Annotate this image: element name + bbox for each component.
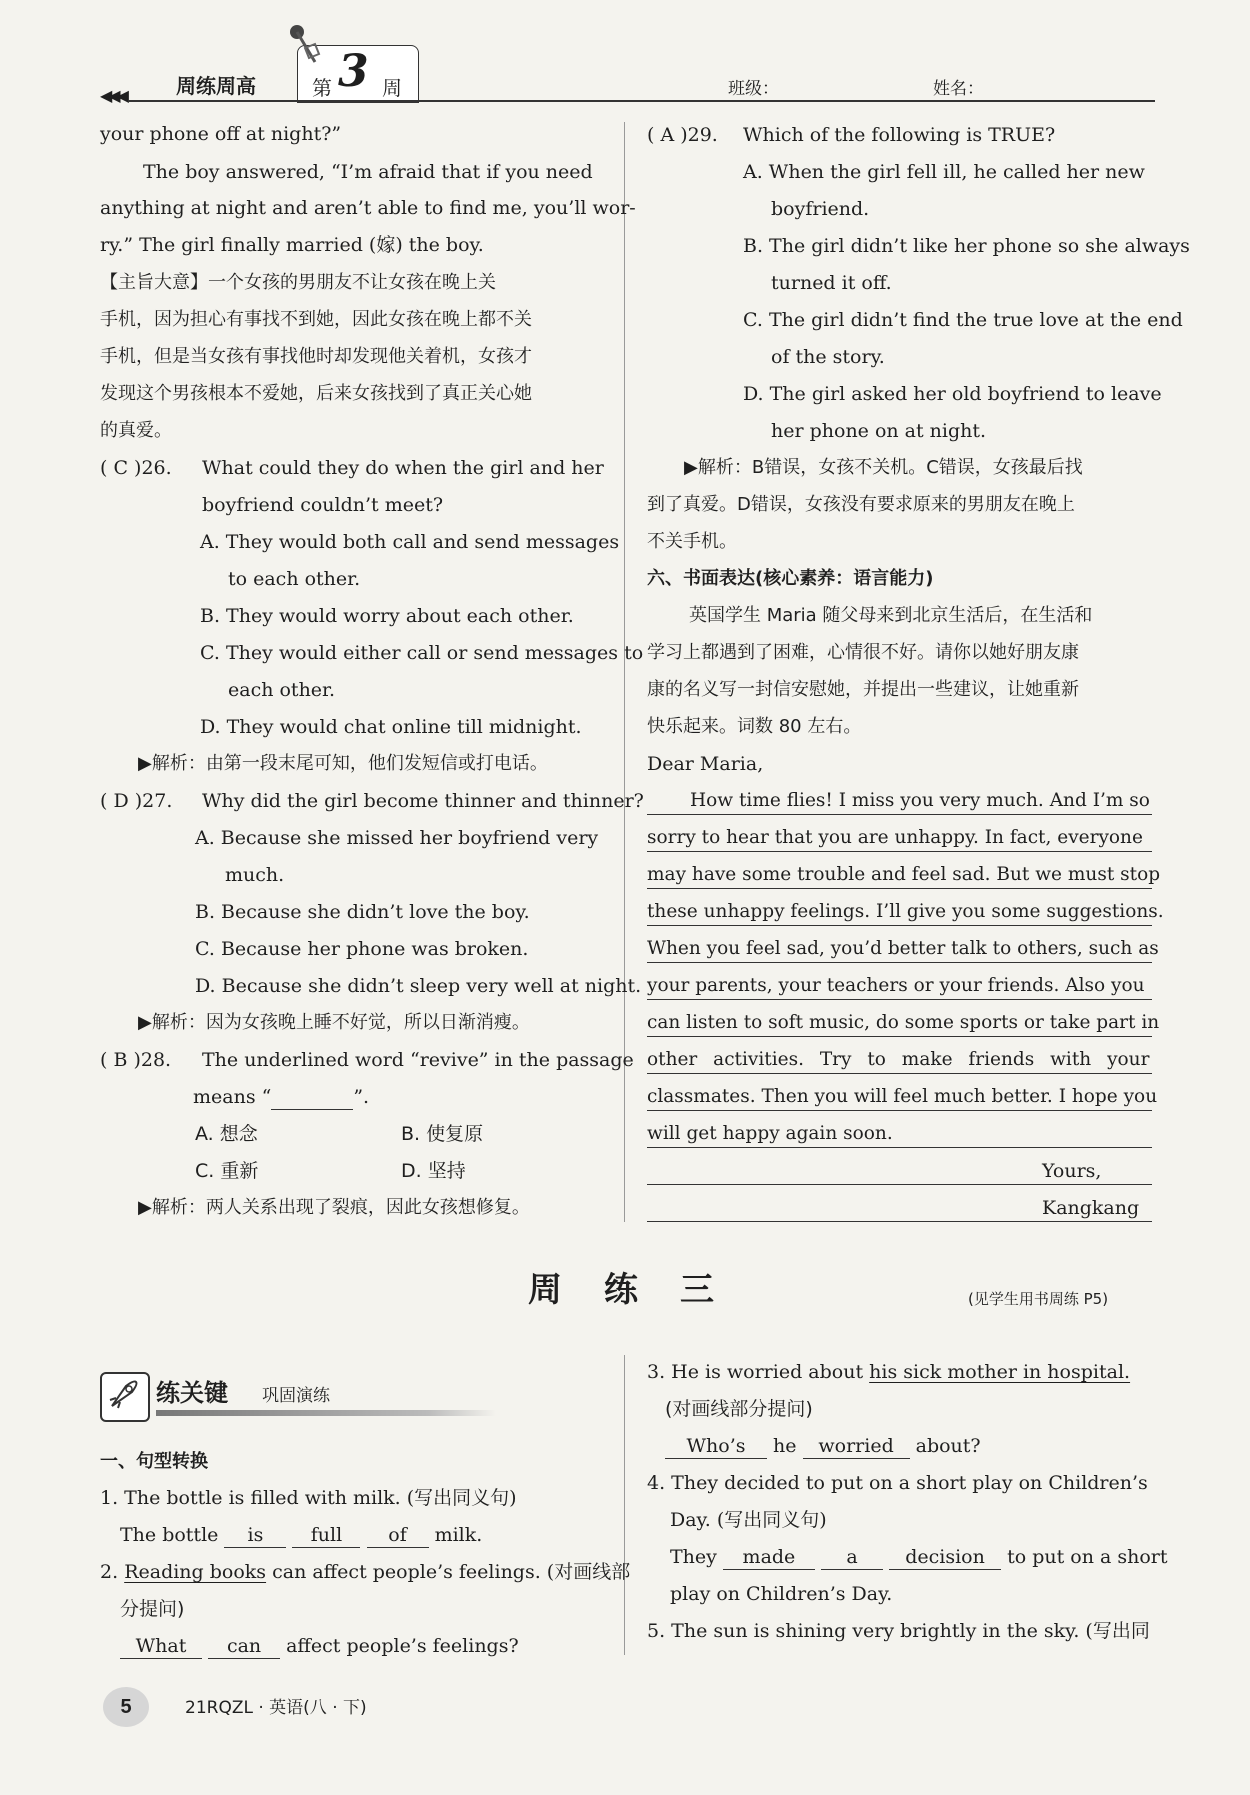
summary-line: 发现这个男孩根本不爱她，后来女孩找到了真正关心她 <box>100 383 532 404</box>
letter-rule <box>647 1110 1152 1111</box>
s4-question-cont: Day. (写出同义句) <box>670 1509 827 1531</box>
letter-line: classmates. Then you will feel much better. I hope you <box>647 1086 1158 1107</box>
class-label: 班级： <box>728 79 779 99</box>
q28-option-c: C. 重新 <box>195 1160 259 1182</box>
s1-blank: of <box>367 1523 429 1548</box>
letter-rule <box>647 962 1152 963</box>
banner-underline <box>156 1410 496 1416</box>
letter-rule <box>647 1073 1152 1074</box>
letter-line: sorry to hear that you are unhappy. In fact, everyone <box>647 827 1143 848</box>
s3-blank: worried <box>803 1434 910 1459</box>
q29-option-a: A. When the girl fell ill, he called her new <box>743 161 1145 183</box>
s1-blank: is <box>224 1523 286 1548</box>
q26-analysis: ▶解析：由第一段末尾可知，他们发短信或打电话。 <box>138 753 548 774</box>
column-divider <box>624 1355 625 1655</box>
letter-rule <box>647 1184 1152 1185</box>
s3-answer-line <box>665 1434 981 1459</box>
footer-code: 21RQZL · 英语(八 · 下) <box>185 1698 367 1718</box>
s2-blank: What <box>120 1634 202 1659</box>
rocket-icon <box>100 1372 150 1422</box>
summary-line: 的真爱。 <box>100 420 172 441</box>
banner-subtitle: 巩固演练 <box>262 1386 330 1406</box>
passage-line: anything at night and aren’t able to find me, you’ll wor- <box>100 197 636 219</box>
q28-stem-blank-line <box>193 1085 369 1110</box>
letter-rule <box>647 999 1152 1000</box>
letter-rule <box>647 1221 1152 1222</box>
q26-stem: What could they do when the girl and her <box>202 457 604 479</box>
header-bar <box>100 46 1155 105</box>
s4-post: to put on a short <box>1007 1546 1168 1568</box>
letter-line: may have some trouble and feel sad. But we must stop <box>647 864 1161 885</box>
week-suffix: 周 <box>382 76 402 100</box>
s3-mid: he <box>773 1435 797 1457</box>
page-number: 5 <box>120 1696 132 1718</box>
s1-pre: The bottle <box>120 1524 219 1546</box>
header-label: 周练周高 <box>176 74 256 98</box>
s3-question <box>647 1360 1130 1384</box>
letter-line: these unhappy feelings. I’ll give you some suggestions. <box>647 901 1164 922</box>
s4-answer-line <box>670 1545 1168 1570</box>
section-title: 周 练 三 <box>528 1270 718 1310</box>
letter-line: How time flies! I miss you very much. And I’m so <box>690 790 1150 811</box>
q27-option-b: B. Because she didn’t love the boy. <box>195 901 530 923</box>
q28-answer: ( B )28. <box>100 1049 172 1071</box>
writing-prompt: 英国学生 Maria 随父母来到北京生活后，在生活和 <box>689 605 1093 626</box>
s2-underlined: Reading books <box>124 1561 267 1583</box>
q27-option-a: much. <box>225 864 285 886</box>
s4-blank: made <box>723 1545 815 1570</box>
q28-option-d: D. 坚持 <box>401 1160 466 1182</box>
q26-answer: ( C )26. <box>100 457 172 479</box>
q29-analysis: 到了真爱。D错误，女孩没有要求原来的男朋友在晚上 <box>647 494 1075 515</box>
q28-option-b: B. 使复原 <box>401 1123 484 1145</box>
q29-stem: Which of the following is TRUE? <box>743 124 1056 146</box>
q28-blank <box>271 1085 353 1110</box>
s2-post: affect people’s feelings? <box>286 1635 519 1657</box>
q29-option-c: C. The girl didn’t find the true love at the end <box>743 309 1183 331</box>
letter-line: When you feel sad, you’d better talk to others, such as <box>647 938 1159 959</box>
s1-post: milk. <box>434 1524 483 1546</box>
s4-blank: decision <box>889 1545 1001 1570</box>
part1-heading: 一、句型转换 <box>100 1451 208 1472</box>
q26-option-c: each other. <box>228 679 336 701</box>
passage-line: ry.” The girl finally married (嫁) the boy. <box>100 234 484 256</box>
s2-question <box>100 1560 630 1584</box>
letter-closing: Yours, <box>1042 1160 1102 1182</box>
s2-question-cont: 分提问) <box>120 1598 185 1620</box>
q29-answer: ( A )29. <box>647 124 718 146</box>
s3-question-cont: (对画线部分提问) <box>665 1398 813 1420</box>
q29-analysis: ▶解析：B错误，女孩不关机。C错误，女孩最后找 <box>684 457 1083 478</box>
q29-option-b: B. The girl didn’t like her phone so she always <box>743 235 1190 257</box>
section-ref: (见学生用书周练 P5) <box>968 1290 1109 1308</box>
s3-pre: 3. He is worried about <box>647 1361 864 1383</box>
intro-tail: your phone off at night?” <box>100 123 342 145</box>
q28-stem-pre: means “ <box>193 1086 272 1108</box>
letter-signature: Kangkang <box>1042 1197 1140 1219</box>
q28-stem: The underlined word “revive” in the passage <box>202 1049 634 1071</box>
q29-option-d: D. The girl asked her old boyfriend to leave <box>743 383 1162 405</box>
header-arrows-icon: ◀◀◀ <box>100 86 125 105</box>
q29-analysis: 不关手机。 <box>647 531 737 552</box>
rocket-svg <box>102 1374 144 1416</box>
q26-option-c: C. They would either call or send messages to <box>200 642 644 664</box>
summary-line: 手机，因为担心有事找不到她，因此女孩在晚上都不关 <box>100 309 532 330</box>
q27-answer: ( D )27. <box>100 790 173 812</box>
q29-option-a: boyfriend. <box>771 198 870 220</box>
s5-question: 5. The sun is shining very brightly in the sky. (写出同 <box>647 1620 1150 1642</box>
s4-question: 4. They decided to put on a short play on Children’s <box>647 1472 1148 1494</box>
q29-option-d: her phone on at night. <box>771 420 987 442</box>
letter-rule <box>647 851 1152 852</box>
q28-analysis: ▶解析：两人关系出现了裂痕，因此女孩想修复。 <box>138 1197 530 1218</box>
page-number-badge <box>103 1687 149 1727</box>
q27-option-c: C. Because her phone was broken. <box>195 938 529 960</box>
writing-prompt: 快乐起来。词数 80 左右。 <box>647 716 862 737</box>
letter-line: will get happy again soon. <box>647 1123 893 1144</box>
s1-answer-line <box>120 1523 482 1548</box>
summary-line: 【主旨大意】一个女孩的男朋友不让女孩在晚上关 <box>100 272 496 293</box>
q28-stem-post: ”. <box>353 1086 370 1108</box>
pin-icon <box>285 22 325 72</box>
q29-option-c: of the story. <box>771 346 885 368</box>
letter-line: can listen to soft music, do some sports or take part in <box>647 1012 1160 1033</box>
s3-underlined: his sick mother in hospital. <box>869 1361 1131 1383</box>
q27-option-a: A. Because she missed her boyfriend very <box>195 827 599 849</box>
letter-rule <box>647 1147 1152 1148</box>
q26-stem: boyfriend couldn’t meet? <box>202 494 444 516</box>
q27-option-d: D. Because she didn’t sleep very well at night. <box>195 975 642 997</box>
s3-post: about? <box>915 1435 981 1457</box>
writing-heading: 六、书面表达(核心素养：语言能力) <box>647 568 934 589</box>
letter-line: your parents, your teachers or your friends. Also you <box>647 975 1145 996</box>
week-prefix: 第 <box>312 76 332 100</box>
s4-blank: a <box>821 1545 883 1570</box>
letter-salutation: Dear Maria, <box>647 753 764 775</box>
letter-rule <box>647 888 1152 889</box>
q26-option-b: B. They would worry about each other. <box>200 605 574 627</box>
writing-prompt: 学习上都遇到了困难，心情很不好。请你以她好朋友康 <box>647 642 1079 663</box>
s4-answer-cont: play on Children’s Day. <box>670 1583 893 1605</box>
passage-line: The boy answered, “I’m afraid that if you need <box>143 161 593 183</box>
letter-rule <box>647 1036 1152 1037</box>
s2-rest: can affect people’s feelings. (对画线部 <box>272 1561 631 1583</box>
s2-num: 2. <box>100 1561 119 1583</box>
s1-question: 1. The bottle is filled with milk. (写出同义句) <box>100 1487 517 1509</box>
q26-option-a: A. They would both call and send messages <box>200 531 620 553</box>
summary-line: 手机，但是当女孩有事找他时却发现他关着机，女孩才 <box>100 346 532 367</box>
banner-title: 练关键 <box>156 1379 228 1407</box>
header-rule <box>128 100 1155 102</box>
q27-stem: Why did the girl become thinner and thinner? <box>202 790 644 812</box>
letter-rule <box>647 925 1152 926</box>
week-number: 3 <box>338 46 369 97</box>
q27-analysis: ▶解析：因为女孩晚上睡不好觉，所以日渐消瘦。 <box>138 1012 530 1033</box>
writing-prompt: 康的名义写一封信安慰她，并提出一些建议，让她重新 <box>647 679 1079 700</box>
q26-option-a: to each other. <box>228 568 361 590</box>
q26-option-d: D. They would chat online till midnight. <box>200 716 582 738</box>
letter-rule <box>647 814 1152 815</box>
s4-pre: They <box>670 1546 717 1568</box>
q28-option-a: A. 想念 <box>195 1123 258 1145</box>
letter-line: other activities. Try to make friends with your <box>647 1049 1150 1070</box>
s3-blank: Who’s <box>665 1434 767 1459</box>
s1-blank: full <box>292 1523 360 1548</box>
name-label: 姓名： <box>933 79 984 99</box>
s2-answer-line <box>120 1634 519 1659</box>
s2-blank: can <box>208 1634 280 1659</box>
q29-option-b: turned it off. <box>771 272 892 294</box>
section-banner <box>100 1372 500 1422</box>
